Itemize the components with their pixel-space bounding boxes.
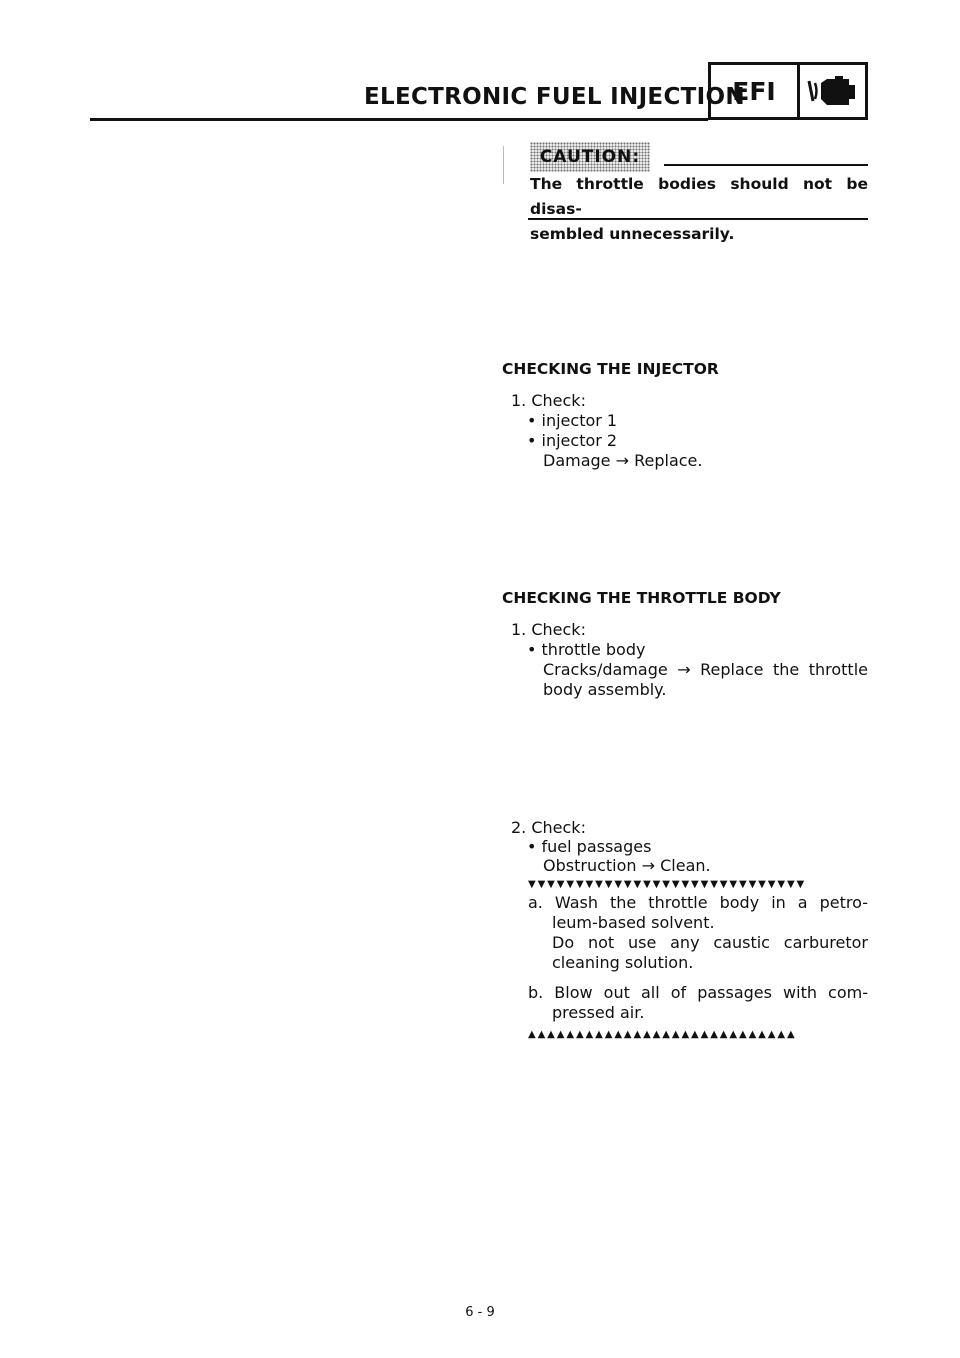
section-badge — [708, 62, 868, 120]
step-a-line-2: leum-based solvent. — [552, 913, 715, 932]
throttle-step-1: 1. Check: — [511, 620, 586, 639]
throttle-step-2: 2. Check: — [511, 818, 586, 837]
caution-rule-top — [664, 164, 868, 166]
page-number: 6 - 9 — [465, 1305, 495, 1320]
engine-icon — [800, 65, 865, 117]
throttle-result-2: Obstruction → Clean. — [543, 856, 711, 875]
efi-label: EFI — [711, 65, 800, 117]
step-a-line-1: a. Wash the throttle body in a petro- — [528, 893, 868, 912]
caution-rule-bottom — [528, 218, 868, 220]
caution-text — [530, 172, 868, 247]
step-b-line-2: pressed air. — [552, 1003, 645, 1022]
injector-item-2: • injector 2 — [527, 431, 618, 450]
step-a-line-4: cleaning solution. — [552, 953, 694, 972]
step-b-line-1: b. Blow out all of passages with com- — [528, 983, 868, 1002]
caution-line-2: sembled unnecessarily. — [530, 225, 735, 243]
injector-heading: CHECKING THE INJECTOR — [502, 360, 719, 378]
injector-step-1: 1. Check: — [511, 391, 586, 410]
margin-rule — [503, 146, 504, 184]
injector-result: Damage → Replace. — [543, 451, 703, 470]
caution-line-1: The throttle bodies should not be disas- — [530, 175, 868, 218]
page-title: ELECTRONIC FUEL INJECTION — [364, 84, 745, 110]
header-rule — [90, 118, 708, 121]
throttle-heading: CHECKING THE THROTTLE BODY — [502, 589, 781, 607]
step-a-line-3: Do not use any caustic carburetor — [552, 933, 868, 952]
throttle-result-1-line-1: Cracks/damage → Replace the throttle — [543, 660, 868, 679]
throttle-item-2: • fuel passages — [527, 837, 652, 856]
throttle-item-1: • throttle body — [527, 640, 646, 659]
injector-item-1: • injector 1 — [527, 411, 618, 430]
throttle-result-1-line-2: body assembly. — [543, 680, 667, 699]
procedure-start-marks: ▼▼▼▼▼▼▼▼▼▼▼▼▼▼▼▼▼▼▼▼▼▼▼▼▼▼▼▼▼ — [528, 879, 807, 890]
procedure-end-marks: ▲▲▲▲▲▲▲▲▲▲▲▲▲▲▲▲▲▲▲▲▲▲▲▲▲▲▲▲ — [528, 1029, 797, 1040]
caution-badge: CAUTION: — [530, 142, 650, 172]
